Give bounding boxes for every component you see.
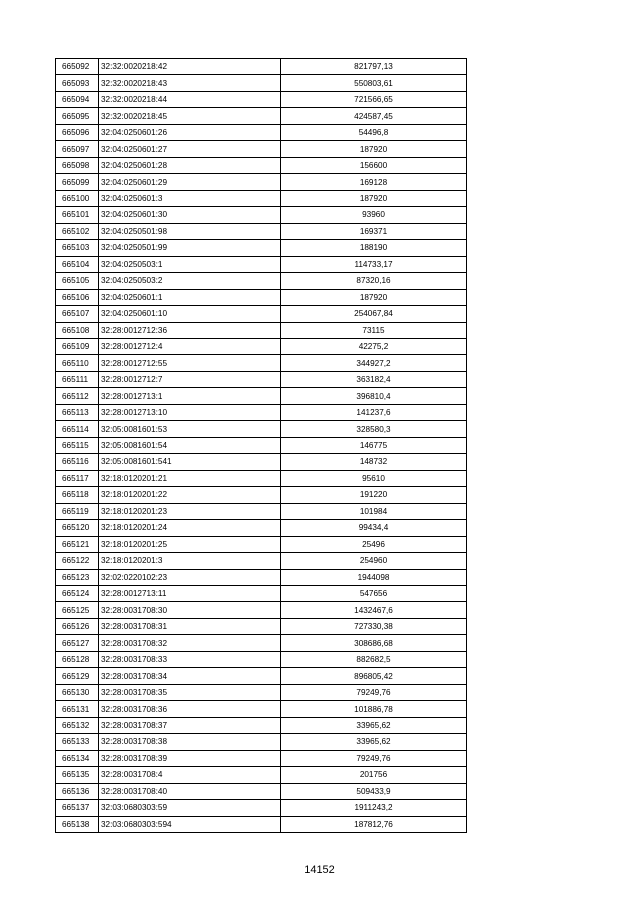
table-row [56,503,467,519]
row-id-cell: 665107 [56,306,99,322]
value-cell: 101886,78 [281,701,467,717]
value-cell: 509433,9 [281,783,467,799]
value-cell: 141237,6 [281,404,467,420]
cadastral-number-cell: 32:32:0020218:43 [99,75,281,91]
row-id-cell: 665093 [56,75,99,91]
value-cell: 25496 [281,536,467,552]
cadastral-number-cell: 32:28:0012712:36 [99,322,281,338]
cadastral-number-cell: 32:32:0020218:42 [99,59,281,75]
table-row [56,684,467,700]
table-row [56,800,467,816]
table-row [56,520,467,536]
value-cell: 187920 [281,190,467,206]
table-row [56,289,467,305]
row-id-cell: 665100 [56,190,99,206]
row-id-cell: 665122 [56,553,99,569]
cadastral-number-cell: 32:18:0120201:3 [99,553,281,569]
value-cell: 1911243,2 [281,800,467,816]
row-id-cell: 665133 [56,734,99,750]
value-cell: 79249,76 [281,684,467,700]
value-cell: 156600 [281,157,467,173]
row-id-cell: 665094 [56,91,99,107]
table-row [56,240,467,256]
table-row [56,273,467,289]
table-row [56,734,467,750]
row-id-cell: 665111 [56,371,99,387]
row-id-cell: 665092 [56,59,99,75]
cadastral-number-cell: 32:18:0120201:21 [99,470,281,486]
cadastral-number-cell: 32:28:0031708:40 [99,783,281,799]
table-row [56,108,467,124]
cadastral-number-cell: 32:03:0680303:594 [99,816,281,832]
value-cell: 188190 [281,240,467,256]
table-body [56,59,467,833]
value-cell: 187920 [281,289,467,305]
cadastral-number-cell: 32:28:0031708:39 [99,750,281,766]
value-cell: 363182,4 [281,371,467,387]
row-id-cell: 665120 [56,520,99,536]
row-id-cell: 665138 [56,816,99,832]
cadastral-number-cell: 32:02:0220102:23 [99,569,281,585]
cadastral-number-cell: 32:28:0031708:4 [99,767,281,783]
table-row [56,371,467,387]
cadastral-number-cell: 32:03:0680303:59 [99,800,281,816]
table-row [56,256,467,272]
table-row [56,75,467,91]
value-cell: 547656 [281,586,467,602]
row-id-cell: 665134 [56,750,99,766]
table-row [56,783,467,799]
table-row [56,388,467,404]
table-row [56,404,467,420]
value-cell: 99434,4 [281,520,467,536]
cadastral-number-cell: 32:28:0031708:32 [99,635,281,651]
value-cell: 201756 [281,767,467,783]
value-cell: 550803,61 [281,75,467,91]
table-row [56,338,467,354]
cadastral-number-cell: 32:04:0250501:98 [99,223,281,239]
value-cell: 169371 [281,223,467,239]
row-id-cell: 665125 [56,602,99,618]
value-cell: 1432467,6 [281,602,467,618]
row-id-cell: 665114 [56,421,99,437]
row-id-cell: 665118 [56,487,99,503]
value-cell: 146775 [281,437,467,453]
cadastral-number-cell: 32:04:0250601:29 [99,174,281,190]
row-id-cell: 665129 [56,668,99,684]
table-row [56,59,467,75]
row-id-cell: 665108 [56,322,99,338]
table-row [56,174,467,190]
cadastral-number-cell: 32:04:0250501:99 [99,240,281,256]
value-cell: 882682,5 [281,651,467,667]
table-row [56,816,467,832]
row-id-cell: 665106 [56,289,99,305]
row-id-cell: 665110 [56,355,99,371]
value-cell: 721566,65 [281,91,467,107]
cadastral-number-cell: 32:28:0012713:1 [99,388,281,404]
cadastral-number-cell: 32:32:0020218:44 [99,91,281,107]
value-cell: 101984 [281,503,467,519]
value-cell: 187920 [281,141,467,157]
value-cell: 727330,38 [281,618,467,634]
table-row [56,454,467,470]
table-row [56,437,467,453]
cadastral-number-cell: 32:28:0031708:38 [99,734,281,750]
value-cell: 93960 [281,207,467,223]
value-cell: 396810,4 [281,388,467,404]
cadastral-number-cell: 32:04:0250601:1 [99,289,281,305]
value-cell: 254960 [281,553,467,569]
value-cell: 148732 [281,454,467,470]
cadastral-number-cell: 32:04:0250503:2 [99,273,281,289]
cadastral-number-cell: 32:28:0012712:4 [99,338,281,354]
cadastral-number-cell: 32:04:0250601:26 [99,124,281,140]
value-cell: 73115 [281,322,467,338]
row-id-cell: 665117 [56,470,99,486]
table-row [56,157,467,173]
value-cell: 54496,8 [281,124,467,140]
cadastral-number-cell: 32:05:0081601:53 [99,421,281,437]
table-row [56,651,467,667]
value-cell: 95610 [281,470,467,486]
table-row [56,487,467,503]
row-id-cell: 665137 [56,800,99,816]
cadastral-number-cell: 32:04:0250601:3 [99,190,281,206]
cadastral-number-cell: 32:04:0250601:30 [99,207,281,223]
table-row [56,767,467,783]
table-row [56,553,467,569]
value-cell: 191220 [281,487,467,503]
value-cell: 114733,17 [281,256,467,272]
table-row [56,190,467,206]
row-id-cell: 665127 [56,635,99,651]
value-cell: 187812,76 [281,816,467,832]
table-row [56,421,467,437]
row-id-cell: 665097 [56,141,99,157]
table-row [56,750,467,766]
row-id-cell: 665131 [56,701,99,717]
row-id-cell: 665109 [56,338,99,354]
row-id-cell: 665116 [56,454,99,470]
row-id-cell: 665095 [56,108,99,124]
page-number: 14152 [304,864,335,876]
cadastral-number-cell: 32:04:0250503:1 [99,256,281,272]
table-row [56,141,467,157]
cadastral-number-cell: 32:28:0031708:34 [99,668,281,684]
cadastral-number-cell: 32:28:0012712:7 [99,371,281,387]
value-cell: 328580,3 [281,421,467,437]
table-row [56,470,467,486]
value-cell: 33965,62 [281,734,467,750]
value-cell: 308686,68 [281,635,467,651]
row-id-cell: 665099 [56,174,99,190]
row-id-cell: 665124 [56,586,99,602]
table-row [56,618,467,634]
table-row [56,207,467,223]
data-table [55,58,467,833]
cadastral-number-cell: 32:28:0031708:30 [99,602,281,618]
value-cell: 79249,76 [281,750,467,766]
cadastral-number-cell: 32:28:0031708:33 [99,651,281,667]
value-cell: 821797,13 [281,59,467,75]
table-row [56,586,467,602]
value-cell: 896805,42 [281,668,467,684]
table-row [56,635,467,651]
table-row [56,668,467,684]
row-id-cell: 665105 [56,273,99,289]
row-id-cell: 665115 [56,437,99,453]
row-id-cell: 665135 [56,767,99,783]
cadastral-number-cell: 32:28:0031708:36 [99,701,281,717]
row-id-cell: 665096 [56,124,99,140]
row-id-cell: 665098 [56,157,99,173]
cadastral-number-cell: 32:18:0120201:25 [99,536,281,552]
value-cell: 42275,2 [281,338,467,354]
row-id-cell: 665104 [56,256,99,272]
table-row [56,701,467,717]
table-row [56,223,467,239]
table-row [56,124,467,140]
value-cell: 1944098 [281,569,467,585]
cadastral-number-cell: 32:28:0012713:11 [99,586,281,602]
row-id-cell: 665130 [56,684,99,700]
cadastral-number-cell: 32:04:0250601:28 [99,157,281,173]
row-id-cell: 665112 [56,388,99,404]
cadastral-number-cell: 32:04:0250601:27 [99,141,281,157]
cadastral-number-cell: 32:28:0031708:31 [99,618,281,634]
value-cell: 344927,2 [281,355,467,371]
table-row [56,306,467,322]
cadastral-number-cell: 32:18:0120201:23 [99,503,281,519]
table-row [56,569,467,585]
table-row [56,602,467,618]
table-row [56,717,467,733]
row-id-cell: 665101 [56,207,99,223]
value-cell: 424587,45 [281,108,467,124]
cadastral-number-cell: 32:28:0012712:55 [99,355,281,371]
cadastral-number-cell: 32:28:0012713:10 [99,404,281,420]
cadastral-number-cell: 32:04:0250601:10 [99,306,281,322]
cadastral-number-cell: 32:18:0120201:24 [99,520,281,536]
row-id-cell: 665126 [56,618,99,634]
table-row [56,536,467,552]
cadastral-number-cell: 32:05:0081601:54 [99,437,281,453]
value-cell: 169128 [281,174,467,190]
table-row [56,355,467,371]
value-cell: 33965,62 [281,717,467,733]
table-row [56,322,467,338]
row-id-cell: 665128 [56,651,99,667]
row-id-cell: 665119 [56,503,99,519]
cadastral-number-cell: 32:18:0120201:22 [99,487,281,503]
row-id-cell: 665123 [56,569,99,585]
row-id-cell: 665113 [56,404,99,420]
cadastral-number-cell: 32:32:0020218:45 [99,108,281,124]
cadastral-number-cell: 32:28:0031708:35 [99,684,281,700]
table-row [56,91,467,107]
value-cell: 87320,16 [281,273,467,289]
row-id-cell: 665103 [56,240,99,256]
row-id-cell: 665102 [56,223,99,239]
row-id-cell: 665132 [56,717,99,733]
cadastral-number-cell: 32:28:0031708:37 [99,717,281,733]
value-cell: 254067,84 [281,306,467,322]
row-id-cell: 665136 [56,783,99,799]
row-id-cell: 665121 [56,536,99,552]
cadastral-number-cell: 32:05:0081601:541 [99,454,281,470]
